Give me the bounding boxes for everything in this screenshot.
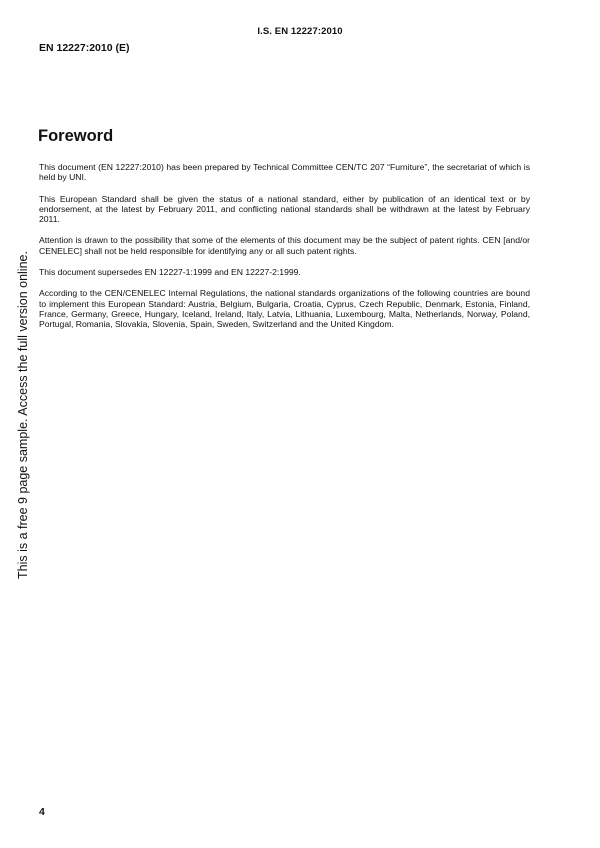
paragraph-supersedes: This document supersedes EN 12227-1:1999 and EN 12227-2:1999. [39,267,301,278]
document-id: EN 12227:2010 (E) [39,42,130,54]
foreword-body [39,162,530,341]
page-number: 4 [39,806,45,818]
page-title: Foreword [38,127,114,145]
paragraph-status: This European Standard shall be given the status of a national standard, either by publication of an identical text or by endorsement, at the latest by February 2011, and conflicting national standards shall be withdrawn at the latest by February 2011. [39,193,530,225]
paragraph-patent: Attention is drawn to the possibility that some of the elements of this document may be the subject of patent rights. CEN [and/or CENELEC] shall not be held responsible for identifying any or all such patent rights. [39,235,530,256]
header-standard-title: I.S. EN 12227:2010 [257,26,343,37]
paragraph-committee: This document (EN 12227:2010) has been prepared by Technical Committee CEN/TC 207 “Furniture”, the secretariat of which is held by UNI. [39,162,530,183]
sample-notice [16,251,30,593]
sample-notice-text: This is a free 9 page sample. Access the full version online. [16,251,30,579]
paragraph-countries: According to the CEN/CENELEC Internal Regulations, the national standards organizations of the following countries are bound to implement this European Standard: Austria, Belgium, Bulgaria, Croatia, Cyprus, Czech Republic, Denmark, Estonia, Finland, France, Germany, Greece, Hungary, Iceland, Ireland, Italy, Latvia, Lithuania, Luxembourg, Malta, Netherlands, Norway, Poland, Portugal, Romania, Slovakia, Slovenia, Spain, Sweden, Switzerland and the United Kingdom. [39,288,530,330]
